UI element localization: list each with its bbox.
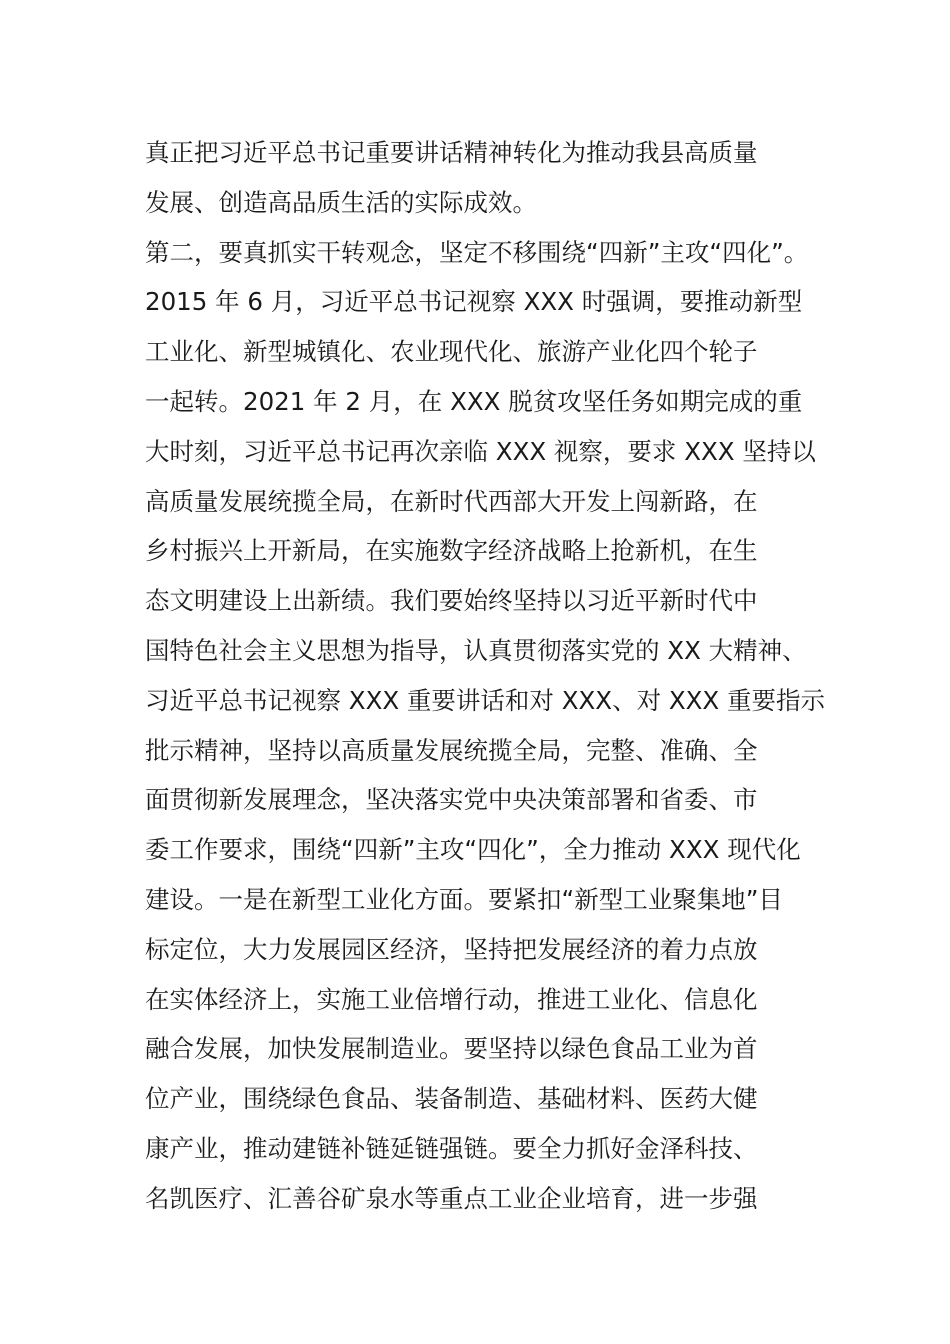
- text-line: 融合发展，加快发展制造业。要坚持以绿色食品工业为首: [145, 1034, 758, 1064]
- text-line: 乡村振兴上开新局，在实施数字经济战略上抢新机，在生: [145, 536, 758, 566]
- text-line: 高质量发展统揽全局，在新时代西部大开发上闯新路，在: [145, 486, 758, 516]
- text-line: 康产业，推动建链补链延链强链。要全力抓好金泽科技、: [145, 1133, 758, 1163]
- text-line: 第二，要真抓实干转观念，坚定不移围绕“四新”主攻“四化”。: [145, 237, 809, 267]
- text-line: 委工作要求，围绕“四新”主攻“四化”，全力推动 XXX 现代化: [145, 835, 801, 865]
- text-line: 习近平总书记视察 XXX 重要讲话和对 XXX、对 XXX 重要指示: [145, 685, 825, 715]
- text-line: 真正把习近平总书记重要讲话精神转化为推动我县高质量: [145, 138, 758, 167]
- text-line: 名凯医疗、汇善谷矿泉水等重点工业企业培育，进一步强: [145, 1183, 758, 1213]
- text-line: 发展、创造高品质生活的实际成效。: [145, 187, 537, 217]
- body-text: [145, 128, 825, 1224]
- text-line: 工业化、新型城镇化、农业现代化、旅游产业化四个轮子: [145, 337, 758, 367]
- text-line: 2015 年 6 月，习近平总书记视察 XXX 时强调，要推动新型: [145, 287, 803, 317]
- text-line: 位产业，围绕绿色食品、装备制造、基础材料、医药大健: [145, 1084, 758, 1114]
- text-line: 面贯彻新发展理念，坚决落实党中央决策部署和省委、市: [145, 785, 758, 815]
- text-line: 国特色社会主义思想为指导，认真贯彻落实党的 XX 大精神、: [145, 635, 807, 665]
- text-line: 态文明建设上出新绩。我们要始终坚持以习近平新时代中: [145, 586, 758, 616]
- text-line: 一起转。2021 年 2 月，在 XXX 脱贫攻坚任务如期完成的重: [145, 386, 803, 416]
- text-line: 大时刻，习近平总书记再次亲临 XXX 视察，要求 XXX 坚持以: [145, 436, 816, 466]
- text-line: 标定位，大力发展园区经济，坚持把发展经济的着力点放: [145, 934, 758, 964]
- text-line: 在实体经济上，实施工业倍增行动，推进工业化、信息化: [145, 984, 758, 1014]
- text-line: 批示精神，坚持以高质量发展统揽全局，完整、准确、全: [145, 735, 758, 765]
- text-line: 建设。一是在新型工业化方面。要紧扣“新型工业聚集地”目: [145, 884, 783, 914]
